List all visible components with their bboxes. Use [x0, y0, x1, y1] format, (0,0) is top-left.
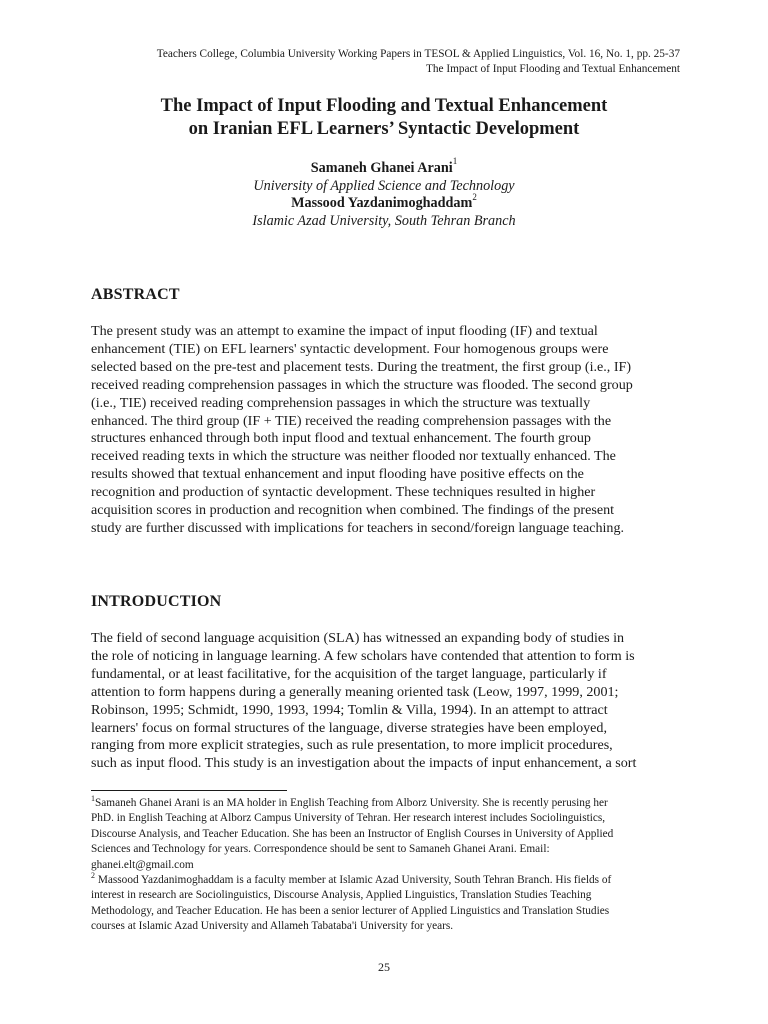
page-number: 25: [378, 960, 390, 974]
footnote-text: Massood Yazdanimoghaddam is a faculty member at Islamic Azad University, South Tehran Branch. His fields of: [95, 874, 612, 887]
introduction-body: [91, 630, 636, 773]
author-name: Massood Yazdanimoghaddam: [291, 195, 473, 212]
introduction-line: ranging from more explicit strategies, such as rule presentation, to more implicit procedures,: [91, 737, 613, 754]
running-header-short-title: The Impact of Input Flooding and Textual Enhancement: [425, 63, 680, 75]
footnote-text: Samaneh Ghanei Arani is an MA holder in English Teaching from Alborz University. She is recently perusing her: [95, 797, 608, 809]
author-block: [60, 156, 708, 231]
author-affiliation: Islamic Azad University, South Tehran Branch: [252, 213, 516, 230]
abstract-line: The present study was an attempt to examine the impact of input flooding (IF) and textual: [91, 323, 598, 339]
footnote-divider: [91, 790, 287, 791]
footnote-line: [91, 873, 613, 888]
paper-title-line: on Iranian EFL Learners’ Syntactic Development: [188, 119, 580, 139]
introduction-heading: INTRODUCTION: [91, 593, 222, 610]
introduction-line: the role of noticing in language learning. A few scholars have contended that attention to form is: [91, 647, 635, 664]
abstract-line: enhancement (TIE) on EFL learners' syntactic development. Four homogenous groups were: [91, 340, 609, 357]
abstract-line: selected based on the pre-test and placement tests. During the treatment, the first group (i.e., IF): [91, 358, 632, 375]
footnote-line: [91, 796, 613, 811]
footnote-marker: 2: [91, 871, 95, 881]
abstract-heading: ABSTRACT: [91, 286, 180, 303]
footnote-marker: 2: [472, 191, 477, 202]
author-name: Samaneh Ghanei Arani: [310, 160, 453, 176]
abstract-line: received reading texts in which the structure was neither flooded nor textually enhanced. The: [91, 448, 616, 465]
author-affiliation: University of Applied Science and Technology: [253, 177, 515, 194]
introduction-line: fundamental, or at least facilitative, for the acquisition of the target language, particularly if: [91, 665, 607, 682]
footnote-line: Methodology, and Teacher Education. He has been a senior lecturer of Applied Linguistics and Translation Studies: [91, 904, 610, 917]
introduction-line: attention to form happens during a generally meaning oriented task (Leow, 1997, 1999, 2001;: [91, 683, 619, 700]
running-header-journal: Teachers College, Columbia University Working Papers in TESOL & Applied Linguistics, Vol. 16, No. 1, pp. 25-37: [156, 48, 680, 60]
author-line: [60, 191, 708, 213]
footnote-line: PhD. in English Teaching at Alborz Campus University of Tehran. Her research interest includes Sociolinguistics,: [91, 812, 606, 825]
footnote-marker: 1: [91, 794, 95, 804]
paper-title: [60, 95, 708, 141]
footnote-line: interest in research are Sociolinguistics, Discourse Analysis, Applied Linguistics, Translation Studies Teaching: [91, 889, 592, 902]
abstract-line: enhanced. The third group (IF + TIE) received the reading comprehension passages with the: [91, 412, 612, 429]
footnote-line: Sciences and Technology for years. Correspondence should be sent to Samaneh Ghanei Arani. Email:: [91, 843, 550, 856]
abstract-line: recognition and production of syntactic development. These techniques resulted in higher: [91, 484, 596, 501]
abstract-line: acquisition scores in production and recognition when combined. The findings of the present: [91, 502, 615, 519]
abstract-line: results showed that textual enhancement and input flooding have positive effects on the: [91, 466, 584, 483]
introduction-line: Robinson, 1995; Schmidt, 1990, 1993, 1994; Tomlin & Villa, 1994). In an attempt to attract: [91, 701, 608, 718]
footnote-line: Discourse Analysis, and Teacher Education. She has been an Instructor of English Courses in University of Applied: [91, 827, 614, 840]
abstract-body: [91, 323, 633, 538]
author-line: [60, 156, 708, 178]
abstract-line: structures enhanced through both input flood and textual enhancement. The fourth group: [91, 430, 591, 447]
abstract-line: received reading comprehension passages in which the structure was flooded. The second group: [91, 376, 633, 393]
introduction-line: The field of second language acquisition (SLA) has witnessed an expanding body of studies in: [91, 630, 625, 646]
footnotes: [91, 796, 613, 935]
introduction-line: learners' focus on formal structures of the language, diverse strategies have been employed,: [91, 719, 607, 736]
footnote-marker: 1: [452, 156, 458, 167]
abstract-line: study are further discussed with implications for teachers in second/foreign language teaching.: [91, 519, 625, 536]
footnote-email: ghanei.elt@gmail.com: [91, 858, 194, 871]
footnote-line: courses at Islamic Azad University and Allameh Tabataba'i University for years.: [91, 920, 454, 933]
running-header: [80, 47, 680, 77]
abstract-line: (i.e., TIE) received reading comprehension passages in which the structure was textually: [91, 394, 591, 411]
paper-title-line: The Impact of Input Flooding and Textual Enhancement: [160, 96, 608, 116]
introduction-line: such as input flood. This study is an investigation about the impacts of input enhancement, a sort: [91, 755, 637, 772]
